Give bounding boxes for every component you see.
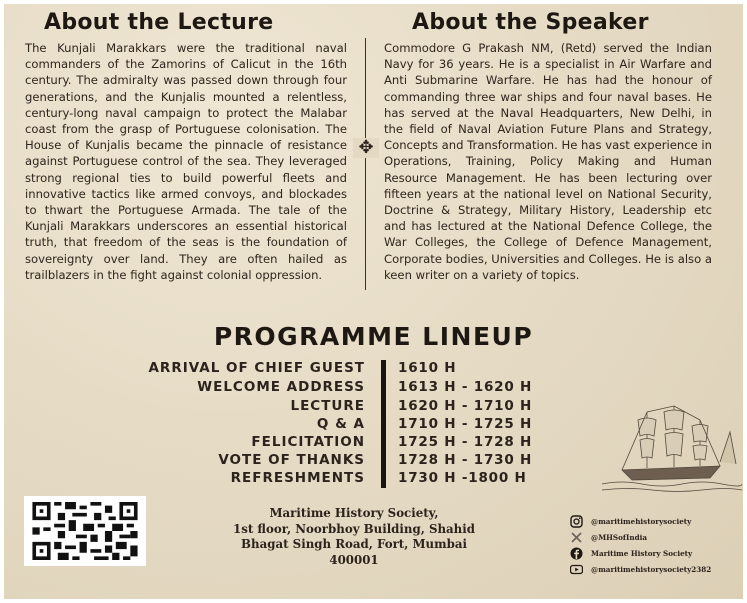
address-line: Maritime History Society, [269,506,439,520]
lineup-item-time: 1730 H -1800 H [398,470,527,486]
lecture-heading: About the Lecture [44,10,274,35]
social-label: Maritime History Society [591,548,693,558]
lineup-item-label: ARRIVAL OF CHIEF GUEST [148,360,365,376]
qr-code-icon [32,502,138,560]
lineup-row [4,379,743,397]
speaker-biography: Commodore G Prakash NM, (Retd) served the Indian Navy for 36 years. He is a specialist in Air Warfare and Anti Submarine Warfare. He has had the honour of commanding three war ships and four naval bases. He has served at the Naval Headquarters, New Delhi, in the field of Naval Aviation Future Plans and Strategy, Concepts and Transformation. He has vast experience in Operations, Training, Policy Making and Human Resource Management. He has been lecturing over fifteen years at the national level on National Security, Doctrine & Strategy, Military History, Leadership etc and has lectured at the National Defence College, the War Colleges, the College of Defence Management, Corporate bodies, Universities and Colleges. He is also a keen writer on a variety of topics. [384,41,712,282]
lineup-item-time: 1710 H - 1725 H [398,416,533,432]
social-link-instagram[interactable] [570,513,711,529]
lineup-row [4,360,743,378]
social-links [570,513,711,577]
lineup-item-time: 1610 H [398,360,457,376]
lecture-description: The Kunjali Marakkars were the traditional naval commanders of the Zamorins of Calicut in the 16th century. The admiralty was passed down through four generations, and the Kunjalis mounted a relentless, century-long naval campaign to protect the Malabar coast from the grasp of Portuguese colonisation. The House of Kunjalis became the pinnacle of resistance against Portuguese control of the sea. They leveraged strong regional ties to build powerful fleets and innovative tactics like armed convoys, and blockades to thwart the Portuguese Armada. The tale of the Kunjali Marakkars underscores an essential historical truth, that freedom of the seas is the foundation of sovereignty over land. They are often hailed as trailblazers in the fight against colonial oppression. [25,41,347,282]
ship-illustration [602,402,742,494]
lineup-item-label: Q & A [316,416,365,432]
youtube-icon [570,563,583,576]
lineup-item-label: VOTE OF THANKS [218,452,365,468]
social-link-x[interactable] [570,529,711,545]
lineup-item-time: 1620 H - 1710 H [398,398,533,414]
venue-address [184,506,524,568]
facebook-icon [570,547,583,560]
social-link-facebook[interactable] [570,545,711,561]
social-link-youtube[interactable] [570,561,711,577]
social-label: @MHSofIndia [591,532,648,542]
instagram-icon [570,515,583,528]
lineup-item-time: 1728 H - 1730 H [398,452,533,468]
qr-code[interactable] [24,496,146,566]
poster [4,4,743,599]
lineup-item-time: 1725 H - 1728 H [398,434,533,450]
lineup-item-label: FELICITATION [251,434,365,450]
lineup-item-time: 1613 H - 1620 H [398,379,533,395]
address-line: 1st floor, Noorbhoy Building, Shahid [232,521,475,536]
programme-heading: PROGRAMME LINEUP [213,322,534,351]
x-icon [570,531,583,544]
ornament-icon: ✥ [353,138,379,158]
lineup-item-label: REFRESHMENTS [230,470,365,486]
address-line: Bhagat Singh Road, Fort, Mumbai [241,537,467,551]
social-label: @maritimehistorysociety2382 [591,564,712,574]
address-line: 400001 [329,552,379,567]
speaker-heading: About the Speaker [412,10,649,35]
social-label: @maritimehistorysociety [591,516,692,526]
lineup-item-label: WELCOME ADDRESS [197,379,365,395]
column-divider [365,38,366,290]
lineup-item-label: LECTURE [290,398,365,414]
